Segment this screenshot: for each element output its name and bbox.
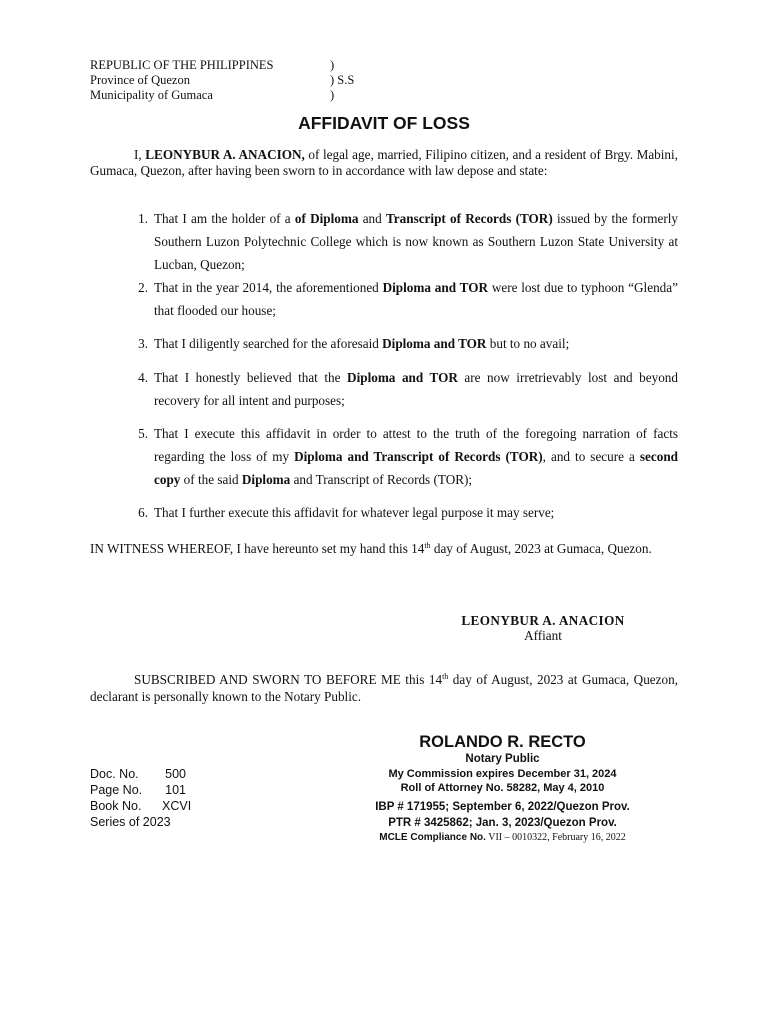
statement-run: are now irretrievably lost and beyond recovery for all intent and purposes;: [154, 370, 678, 408]
statement-run: That I diligently searched for the aforesaid: [154, 336, 383, 351]
statement-text: [154, 366, 678, 412]
affiant-name: LEONYBUR A. ANACION: [461, 613, 625, 628]
page-value: 101: [165, 783, 186, 797]
statement-run: That in the year 2014, the aforementioned: [154, 280, 383, 295]
book-label: Book No.: [90, 799, 142, 813]
statement-run: of the said: [180, 472, 242, 487]
statement-run: were lost due to typhoon “Glenda” that flooded our house;: [154, 280, 678, 318]
mcle-value: VII – 0010322, February 16, 2022: [485, 831, 626, 843]
statement-emphasis: of Diploma: [294, 211, 359, 226]
statement-text: [154, 207, 678, 276]
venue-line: [90, 58, 354, 73]
doc-value: 500: [165, 767, 186, 781]
statement-run: and: [358, 211, 386, 226]
statement-run: and Transcript of Records (TOR);: [290, 472, 473, 487]
statement-text: [154, 276, 678, 322]
venue-bracket: ): [330, 58, 335, 72]
intro-pre: I,: [134, 147, 146, 162]
notary-roll: Roll of Attorney No. 58282, May 4, 2010: [400, 782, 605, 794]
statement-number: 3.: [138, 336, 148, 351]
venue-line: [90, 73, 354, 88]
statement-emphasis: Diploma and TOR: [347, 370, 458, 385]
notary-ptr: PTR # 3425862; Jan. 3, 2023/Quezon Prov.: [388, 816, 617, 829]
notary-title: Notary Public: [465, 753, 540, 765]
statement-emphasis: Diploma and Transcript of Records (TOR): [294, 449, 543, 464]
notary-commission: My Commission expires December 31, 2024: [388, 767, 617, 780]
doc-label: Doc. No.: [90, 767, 139, 781]
jurat-post: day of August, 2023 at Gumaca, Quezon, declarant is personally known to the Notary Public.: [90, 672, 678, 704]
statement-number: 5.: [138, 426, 148, 441]
affiant-name-inline: LEONYBUR A. ANACION,: [145, 147, 305, 162]
venue-municipality: Municipality of Gumaca: [90, 88, 213, 102]
notary-name: ROLANDO R. RECTO: [419, 733, 586, 751]
jurat-ordinal: th: [442, 672, 449, 681]
page-number-row: [90, 782, 186, 798]
witness-paragraph: [90, 537, 678, 561]
statement-emphasis: Diploma: [241, 472, 291, 487]
jurat-paragraph: [90, 671, 678, 705]
notarial-register-block: [90, 766, 192, 830]
witness-ordinal: th: [424, 541, 431, 550]
witness-post: day of August, 2023 at Gumaca, Quezon.: [430, 541, 652, 556]
statement-number: 1.: [138, 211, 148, 226]
mcle-label: MCLE Compliance No.: [379, 831, 486, 843]
series-line: Series of 2023: [90, 815, 171, 829]
intro-post: of legal age, married, Filipino citizen, and a resident of Brgy. Mabini, Gumaca, Quezon, after having been sworn to in accordance with law depose and state:: [90, 147, 678, 178]
notary-mcle: [340, 831, 665, 846]
statement-emphasis: Diploma and TOR: [382, 280, 488, 295]
doc-number-row: [90, 766, 186, 782]
statement-emphasis: Transcript of Records (TOR): [385, 211, 553, 226]
statement-run: but to no avail;: [486, 336, 570, 351]
statement-run: That I further execute this affidavit for whatever legal purpose it may serve;: [154, 505, 555, 520]
statement-emphasis: Diploma and TOR: [382, 336, 487, 351]
affiant-signature-block: [420, 613, 666, 643]
venue-country: REPUBLIC OF THE PHILIPPINES: [90, 58, 274, 72]
statement-run: That I am the holder of a: [154, 211, 295, 226]
witness-pre: IN WITNESS WHEREOF, I have hereunto set my hand this 14: [90, 541, 425, 556]
notary-ibp: IBP # 171955; September 6, 2022/Quezon Prov.: [375, 800, 630, 813]
venue-bracket-ss: ) S.S: [330, 73, 355, 87]
statement-number: 6.: [138, 505, 148, 520]
notary-block: [340, 732, 665, 845]
statement-run: , and to secure a: [542, 449, 640, 464]
affiant-role: Affiant: [524, 628, 562, 643]
venue-block: [90, 58, 354, 103]
statement-emphasis: second copy: [154, 449, 678, 487]
venue-line: [90, 88, 354, 103]
jurat-pre: SUBSCRIBED AND SWORN TO BEFORE ME this 14: [134, 672, 443, 687]
document-title: AFFIDAVIT OF LOSS: [298, 113, 470, 133]
statement-text: [154, 332, 678, 355]
statement-text: [154, 422, 678, 491]
intro-paragraph: [90, 147, 678, 179]
statement-run: issued by the formerly Southern Luzon Polytechnic College which is now known as Southern Luzon State University at Lucban, Quezon;: [154, 211, 679, 272]
statement-text: [154, 501, 678, 524]
page-label: Page No.: [90, 783, 143, 797]
statement-run: That I execute this affidavit in order to attest to the truth of the foregoing narration of facts regarding the loss of my: [154, 426, 678, 464]
book-number-row: [90, 798, 192, 814]
venue-bracket: ): [330, 88, 335, 102]
statement-number: 2.: [138, 280, 148, 295]
statement-number: 4.: [138, 370, 148, 385]
statement-run: That I honestly believed that the: [154, 370, 348, 385]
venue-province: Province of Quezon: [90, 73, 190, 87]
book-value: XCVI: [162, 799, 192, 813]
